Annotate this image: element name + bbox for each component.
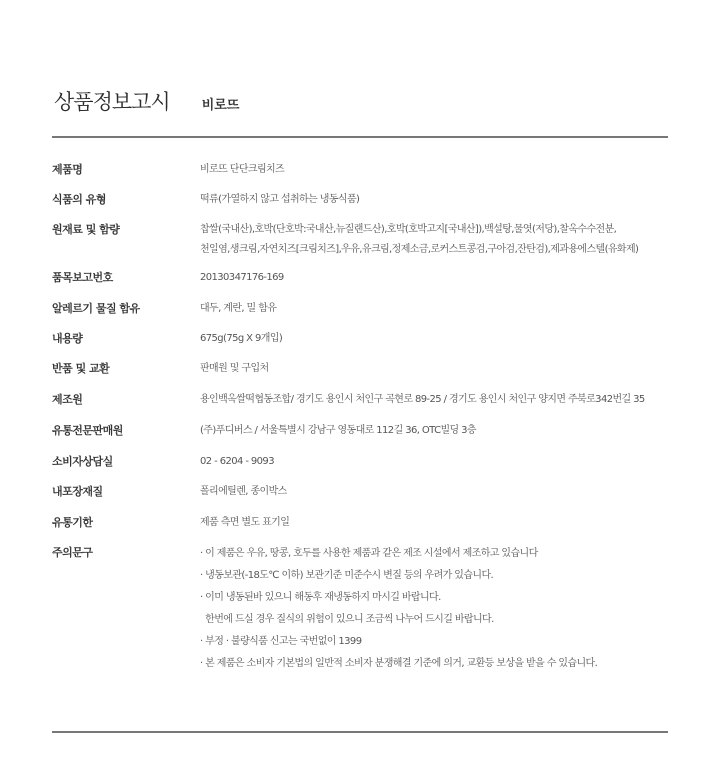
row-value [200,329,680,349]
row-label: 주의문구 [52,546,93,559]
value-line: 떡류(가열하지 않고 섭취하는 냉동식품) [200,194,360,205]
row-label: 소비자상담실 [52,455,113,468]
row-value [200,513,680,533]
brand-name: 비로뜨 [201,98,240,113]
page-title: 상품정보고시 [54,90,170,114]
row-value [200,390,680,410]
row-value [200,160,680,180]
row-label: 제품명 [52,163,83,176]
value-line: 찹쌀(국내산),호박(단호박:국내산,뉴질랜드산),호박(호박고지[국내산]),백설탕,물엿(저당),찰옥수수전분, [200,224,617,235]
caution-line: 한번에 드실 경우 질식의 위험이 있으니 조금씩 나누어 드시길 바랍니다. [200,614,494,625]
row-label: 내포장재질 [52,485,103,498]
row-value [200,543,680,675]
row-label: 알레르기 물질 함유 [52,302,140,315]
caution-line: · 이 제품은 우유, 땅콩, 호두를 사용한 제품과 같은 제조 시설에서 제조하고 있습니다 [200,548,538,559]
row-label: 반품 및 교환 [52,362,110,375]
row-value [200,220,680,260]
row-label: 유통전문판매원 [52,424,123,437]
value-line: 제품 측면 별도 표기일 [200,517,290,528]
caution-line: · 본 제품은 소비자 기본법의 일반적 소비자 분쟁해결 기준에 의거, 교환등 보상을 받을 수 있습니다. [200,658,598,669]
value-line: (주)푸디버스 / 서울특별시 강남구 영동대로 112길 36, OTC빌딩 3층 [200,425,476,436]
row-value [200,482,680,502]
caution-line: · 부정 · 불량식품 신고는 국번없이 1399 [200,636,362,647]
row-value [200,452,680,472]
row-label: 제조원 [52,393,83,406]
value-line: 대두, 계란, 밀 함유 [200,303,277,314]
row-value [200,299,680,319]
value-line: 비로뜨 단단크림치즈 [200,164,285,175]
bottom-divider [52,731,668,733]
row-label: 유통기한 [52,516,93,529]
value-line: 02 - 6204 - 9093 [200,456,274,467]
row-label: 내용량 [52,332,83,345]
header [54,86,239,116]
value-line: 675g(75g X 9개입) [200,333,283,344]
caution-line: · 냉동보관(-18도℃ 이하) 보관기준 미준수시 변질 등의 우려가 있습니다. [200,570,494,581]
row-value [200,190,680,210]
row-value [200,268,680,288]
caution-line: · 이미 냉동된바 있으니 해동후 재냉동하지 마시길 바랍니다. [200,592,441,603]
value-line: 20130347176-169 [200,272,284,283]
row-value [200,359,680,379]
top-divider [52,136,668,138]
row-label: 원재료 및 함량 [52,223,120,236]
value-line: 폴리에틸렌, 종이박스 [200,486,287,497]
row-value [200,421,680,441]
row-label: 품목보고번호 [52,271,113,284]
row-label: 식품의 유형 [52,193,106,206]
value-line: 천일염,생크림,자연치즈[크림치즈],우유,유크림,정제소금,로커스트콩검,구아검,잔탄검),제과용에스텔(유화제) [200,244,639,255]
value-line: 용인백옥쌀떡협동조합/ 경기도 용인시 처인구 곡현로 89-25 / 경기도 용인시 처인구 양지면 주북로342번길 35 [200,394,645,405]
value-line: 판매원 및 구입처 [200,363,269,374]
